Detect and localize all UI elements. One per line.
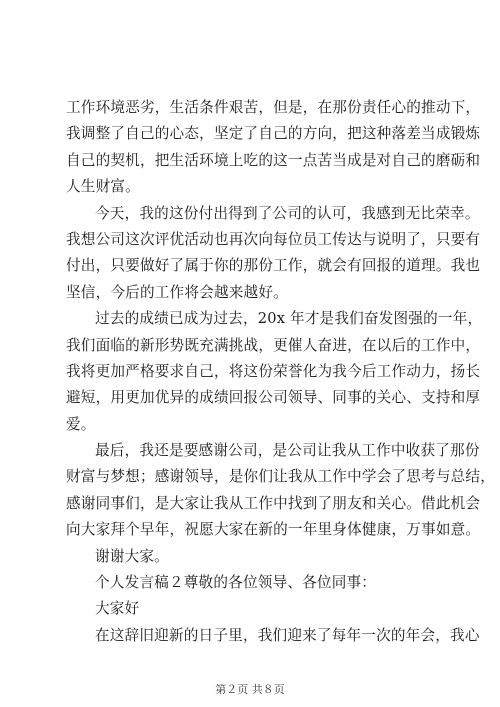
- body-line: 向大家拜个早年，祝愿大家在新的一年里身体健康，万事如意。: [66, 521, 481, 539]
- body-line: 坚信，今后的工作将会越来越好。: [66, 283, 288, 301]
- body-line: 我将更加严格要求自己，将这份荣誉化为我今后工作动力，扬长: [66, 362, 481, 380]
- body-line: 工作环境恶劣，生活条件艰苦，但是，在那份责任心的推动下，: [66, 99, 481, 116]
- body-line: 自己的契机，把生活环境上吃的这一点苦当成是对自己的磨砺和: [66, 151, 481, 169]
- body-line: 个人发言稿２尊敬的各位领导、各位同事：: [95, 574, 377, 592]
- body-line: 最后，我还是要感谢公司，是公司让我从工作中收获了那份: [95, 442, 480, 460]
- body-line: 谢谢大家。: [95, 547, 169, 565]
- body-line: 财富与梦想；感谢领导，是你们让我从工作中学会了思考与总结，: [66, 468, 496, 486]
- body-line: 人生财富。: [66, 178, 140, 196]
- body-line: 我想公司这次评优活动也再次向每位员工传达与说明了，只要有: [66, 230, 481, 248]
- body-line: 过去的成绩已成为过去，20x 年才是我们奋发图强的一年，: [95, 310, 483, 328]
- page-number-footer: 第２页 共８页: [215, 683, 285, 696]
- body-line: 大家好: [95, 600, 140, 618]
- body-line: 今天，我的这份付出得到了公司的认可，我感到无比荣幸。: [95, 204, 480, 222]
- body-line: 避短，用更加优异的成绩回报公司领导、同事的关心、支持和厚: [66, 389, 481, 407]
- body-line: 我们面临的新形势既充满挑战，更催人奋进，在以后的工作中，: [66, 336, 481, 354]
- body-line: 我调整了自己的心态，坚定了自己的方向，把这种落差当成锻炼: [66, 125, 481, 143]
- body-line: 付出，只要做好了属于你的那份工作，就会有回报的道理。我也: [66, 257, 481, 275]
- document-body: [66, 95, 496, 649]
- body-line: 在这辞旧迎新的日子里，我们迎来了每年一次的年会，我心: [95, 626, 480, 644]
- body-line: 爱。: [66, 415, 96, 433]
- body-line: 感谢同事们，是大家让我从工作中找到了朋友和关心。借此机会: [66, 494, 481, 512]
